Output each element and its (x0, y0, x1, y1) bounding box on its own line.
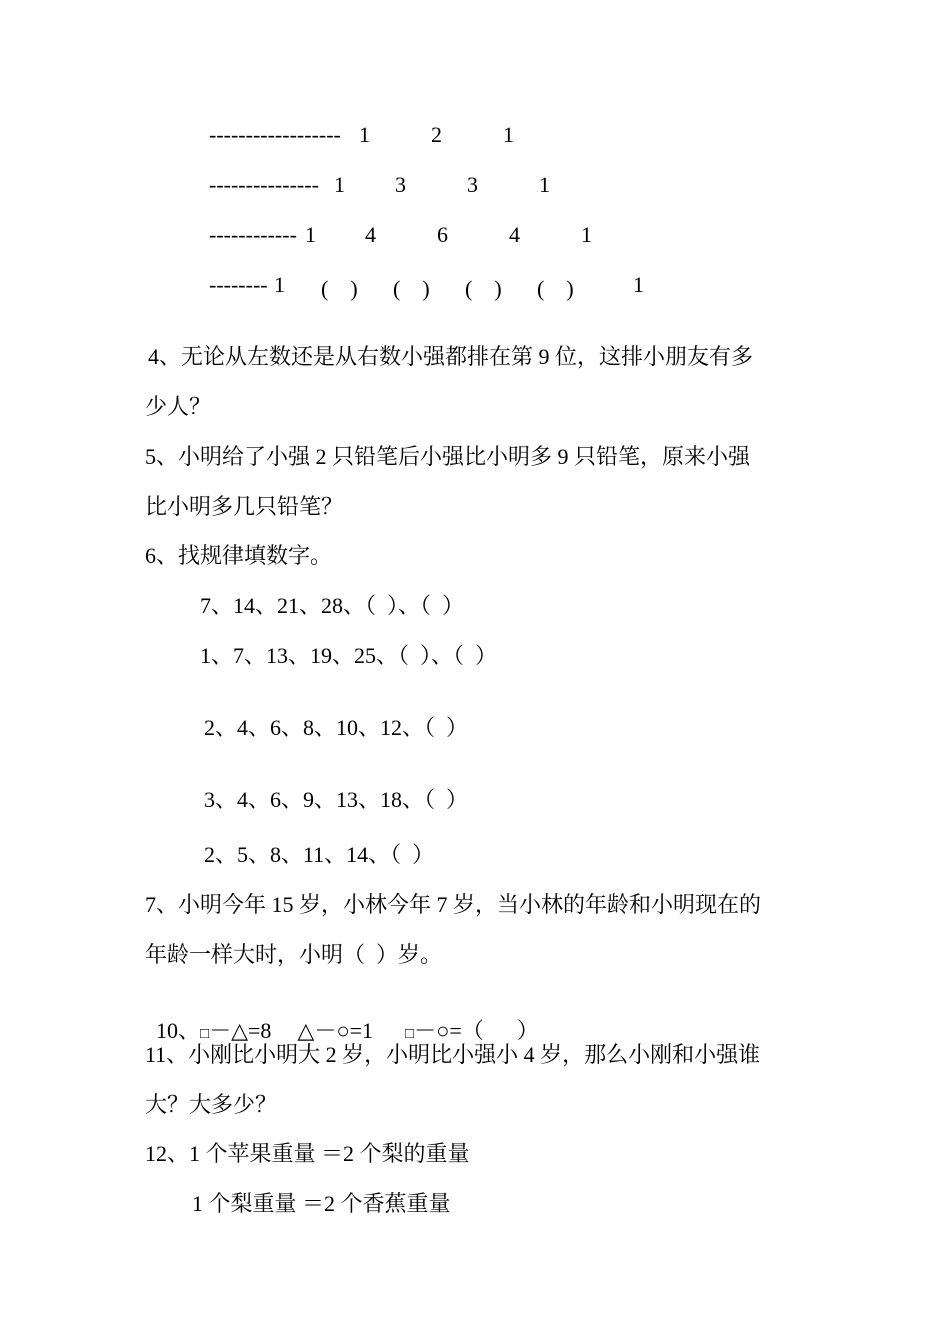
triangle-value: 1 (334, 172, 345, 197)
equation-3: －○=（ ） (414, 1018, 539, 1043)
equation-1: －△=8 (209, 1018, 272, 1043)
triangle-value: 1 (633, 272, 644, 297)
sequence-2: 1、7、13、19、25、（ ）、（ ） (200, 643, 498, 668)
triangle-dashes: -------- (209, 272, 268, 297)
question-7-line-1: 7、小明今年 15 岁，小林今年 7 岁，当小林的年龄和小明现在的 (145, 892, 762, 917)
sequence-5: 2、5、8、11、14、（ ） (204, 842, 435, 867)
question-12-line-1: 12、1 个苹果重量 ＝2 个梨的重量 (145, 1141, 470, 1166)
sequence-1: 7、14、21、28、（ ）、（ ） (200, 593, 465, 618)
square-symbol: □ (405, 1026, 415, 1042)
question-7-line-2: 年龄一样大时，小明（ ）岁。 (145, 942, 443, 967)
triangle-dashes: --------------- (209, 172, 319, 197)
question-10 (145, 992, 539, 1047)
triangle-value: 1 (503, 122, 514, 147)
triangle-value: 1 (274, 272, 285, 297)
triangle-value: 4 (365, 222, 376, 247)
equation-2: △－○=1 (297, 1018, 374, 1043)
triangle-value: 1 (539, 172, 550, 197)
triangle-blank: ( ) (465, 276, 502, 301)
question-12-line-2: 1 个梨重量 ＝2 个香蕉重量 (192, 1191, 451, 1216)
triangle-dashes: ------------------ (209, 122, 341, 147)
square-symbol: □ (200, 1026, 210, 1042)
sequence-4: 3、4、6、9、13、18、（ ） (204, 787, 469, 812)
question-4-line-1: 4、无论从左数还是从右数小强都排在第 9 位，这排小朋友有多 (148, 344, 754, 369)
triangle-value: 2 (431, 122, 442, 147)
question-4-line-2: 少人？ (145, 394, 212, 419)
question-11-line-1: 11、小刚比小明大 2 岁，小明比小强小 4 岁，那么小刚和小强谁 (145, 1042, 761, 1067)
triangle-value: 3 (467, 172, 478, 197)
triangle-value: 1 (581, 222, 592, 247)
question-10-number: 10、 (156, 1018, 201, 1043)
triangle-dashes: ------------ (209, 222, 297, 247)
question-5-line-1: 5、小明给了小强 2 只铅笔后小强比小明多 9 只铅笔，原来小强 (145, 444, 751, 469)
triangle-value: 6 (437, 222, 448, 247)
triangle-blank: ( ) (537, 276, 574, 301)
question-6-title: 6、找规律填数字。 (145, 543, 333, 568)
triangle-value: 1 (305, 222, 316, 247)
question-5-line-2: 比小明多几只铅笔？ (145, 494, 344, 519)
triangle-value: 3 (395, 172, 406, 197)
triangle-value: 4 (509, 222, 520, 247)
triangle-blank: ( ) (393, 276, 430, 301)
sequence-3: 2、4、6、8、10、12、（ ） (204, 715, 469, 740)
triangle-blank: ( ) (321, 276, 358, 301)
question-11-line-2: 大？大多少？ (145, 1092, 278, 1117)
triangle-value: 1 (359, 122, 370, 147)
